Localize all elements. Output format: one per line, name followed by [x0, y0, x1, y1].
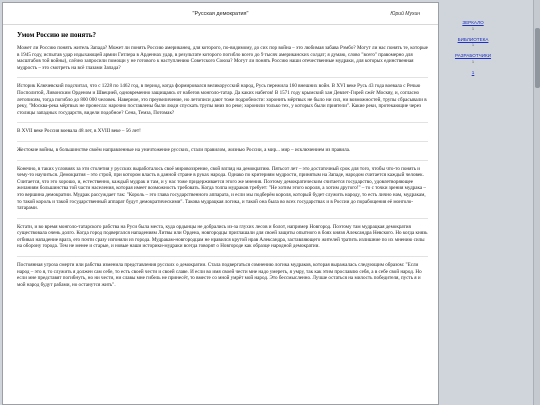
article-title: Умом Россию не понять?	[17, 31, 96, 39]
scrollbar-thumb[interactable]	[535, 28, 540, 88]
document-page	[2, 2, 439, 405]
sidebar-item-page	[443, 70, 503, 76]
sidebar-link-page-1[interactable]: 1	[471, 69, 475, 75]
sidebar-link-library[interactable]: БИБЛИОТЕКА	[457, 36, 489, 42]
header-center-title: "Русская демократия"	[192, 11, 249, 17]
article-body	[3, 45, 438, 288]
paragraph: Постоянная угроза смерти или рабства изменила представления русских о демократии. Стала подвергаться сомнению логика мудраков, которая выражалась следующим образом: "Если народ – это я, то служить я должен сам себе, то есть своей чести и своей славе. И если во имя своей чести мне надо умереть, я умру, так как этим прославлю себя, а в себе свой народ. Но если мне представят погибнуть, но ни чести, ни славы мне гибель не принесёт, то вместе со мной умрёт мой народ. Это бессмысленно. Лучше остаться на милость победителя, пусть я и мой народ будут рабами, но останутся жить".	[17, 256, 428, 288]
sidebar-link-mirror[interactable]: ЗЕРКАЛО	[462, 20, 484, 25]
document-header	[3, 3, 438, 25]
sidebar-item-library-number: 1	[471, 42, 475, 47]
paragraph: В XVII веке Россия воевала 48 лет, в XVIII веке – 56 лет!	[17, 122, 428, 135]
sidebar-item-library	[443, 37, 503, 48]
paragraph: Кстати, и во время монголо-татарского рабства на Руси была места, куда ордынцы не добрались из-за глухих лесов и болот, например Новгород. Поэтому там мудрацкая демократия существовала очень долго. Когда город подвергался нападениям Литвы или Ордена, новгородцы приглашали для своей защиты опытного в боях князя Александра Невского. Но когда князь отбивал нападение врага, его почти сразу изгоняли из города. Мудракам-новгородцам не нравился крутой нрав Александра, заставляющего жителей тратить излишние по их мнению силы на оборону города. Тем не менее и старые, и новые наши историки-мудраки всегда говорят о Новгороде как образце народной демократии.	[17, 218, 428, 250]
sidebar-nav	[443, 20, 503, 81]
paragraph: Может ли Россию понять житель Запада? Может ли понять Россию американец, для которого, по-видимому, до сих пор война – это любимая забава Рэмбо? Могут ли нас понять те, которые в 1945 году, испытав удар издыхающей армии Гитлера в Арденнах удар, в результате которого погибло всего до 9 тысяч американских солдат; я думаю, слово "всего" правомерно для масштабов той войны), слёзно запросили помощи у не готового к наступлению Советского Союза? Могут ли понять Россию наши отечественные мудраки, для которых единственная мудрость – это смотреть на всё глазами Запада?	[17, 45, 428, 71]
paragraph: Конечно, в таких условиях за эти столетия у русских выработалось своё мировоззрение, свой взгляд на демократию. Пятьсот лет – это достаточный срок для того, чтобы что-то понять и чему-то научиться. Демократия – это строй, при котором власть в данной стране в руках народа. Однако по критериям мудрости, принятым на Западе, народом считается каждый человек. Считается, что это хорошо, и, естественно, каждый мудрак и там, и у нас тоже придерживается этого же мнения. Поэтому демократическим считается государство, удовлетворяющее желаниям большинства той части населения, которая имеет возможность требовать. Когда толпа мудраков требует: "Не хотим этого короля, а хотим другого!" – то с точки зрения мудрака – это вершина демократии. Мудрак рассуждает так: "Король – это глава государственного аппарата, и если мы подберём короля, который будет служить народу, то есть лично нам, мудракам, то такой король и такой государственный аппарат будут демократическими". Такова мудрацкая логика, и такой она была во всех государствах и в России до порабощения её монголо-татарами.	[17, 160, 428, 212]
sidebar-item-developers	[443, 53, 503, 64]
header-author: Юрий Мухин	[390, 11, 420, 17]
paragraph: Жестокие войны, в большинстве своём направленные на уничтожение русских, стали правилом, жизнью России, а мир... мир – исключением из правила.	[17, 141, 428, 154]
paragraph: Историк Ключевский подсчитал, что с 1228 по 1462 год, в период, когда формировался великорусский народ, Русь пережила 160 внешних войн. В XVI веке Русь 43 года воевала с Речью Посполитой, Ливонским Орденом и Швецией, одновременно защищаясь от набегов монголо-татар. Да каких набегов! В 1571 году крымский хан Девлет-Гирей сжёг Москву, и, согласно летописям, тогда погибло до 800 000 человек. Наверное, это преувеличение, но летописи дают тоже подробности: хоронить мёртвых не было ни сил, ни возможностей, трупы сбрасывали в реку, "Москва-река мёртвых не пронесла: нарочно поставлены были люди спускать трупы вниз по реке; хоронили только тех, у которых были приятели". Какие реки, протекающие через столицы западных государств, видели подобное? Сена, Темза, Потомак?	[17, 77, 428, 116]
sidebar-item-mirror-number: 1	[471, 25, 475, 31]
sidebar-item-mirror	[443, 20, 503, 31]
sidebar-item-developers-number: 1	[471, 58, 475, 64]
vertical-scrollbar[interactable]	[533, 0, 540, 405]
sidebar-link-developers[interactable]: РАЗРАБОТЧИКИ	[454, 53, 492, 58]
